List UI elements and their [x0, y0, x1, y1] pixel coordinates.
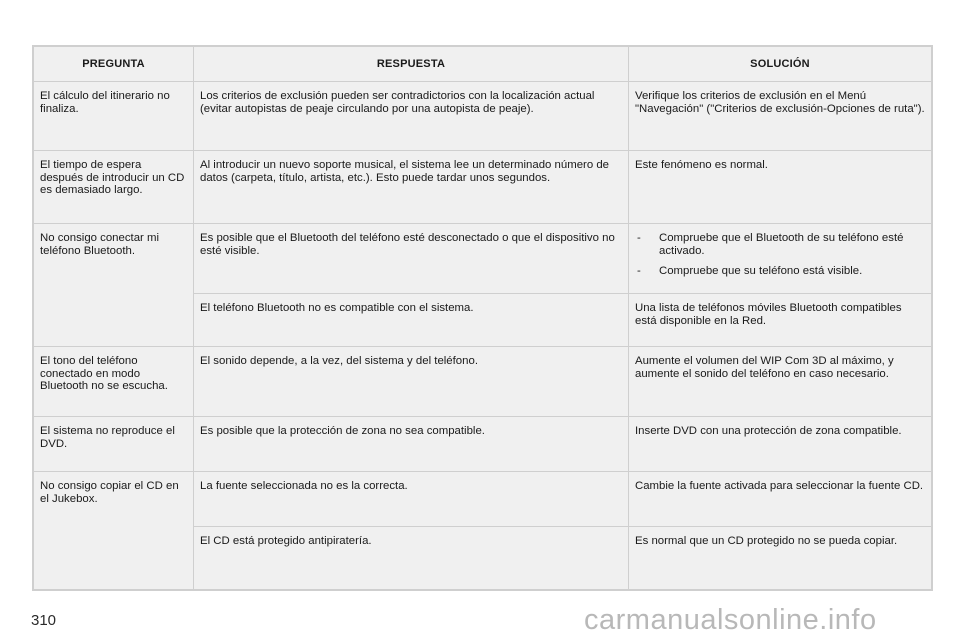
- header-pregunta: PREGUNTA: [34, 47, 194, 82]
- solution-cell: [629, 224, 931, 294]
- solution-cell: Es normal que un CD protegido no se pueda copiar.: [635, 535, 898, 547]
- table-row: [34, 472, 931, 527]
- solution-list: [635, 232, 925, 278]
- question-cell: El sistema no reproduce el DVD.: [34, 417, 194, 472]
- question-cell: No consigo conectar mi teléfono Bluetooth.: [34, 224, 194, 347]
- question-cell: El cálculo del itinerario no finaliza.: [34, 82, 194, 151]
- table-header-row: [34, 47, 931, 82]
- page-number: 310: [31, 612, 57, 629]
- question-cell: El tono del teléfono conectado en modo Bluetooth no se escucha.: [34, 347, 194, 417]
- solution-cell: Inserte DVD con una protección de zona compatible.: [629, 417, 931, 472]
- solution-cell: Cambie la fuente activada para seleccionar la fuente CD.: [629, 472, 931, 527]
- list-item: - Compruebe que su teléfono está visible.: [635, 265, 925, 278]
- list-item: - Compruebe que el Bluetooth de su teléfono esté activado.: [635, 232, 925, 257]
- header-respuesta: RESPUESTA: [194, 47, 629, 82]
- question-cell: No consigo copiar el CD en el Jukebox.: [34, 472, 194, 589]
- answer-cell: La fuente seleccionada no es la correcta.: [194, 472, 629, 527]
- answer-cell: Al introducir un nuevo soporte musical, el sistema lee un determinado número de datos (carpeta, título, artista, etc.). Esto puede tardar unos segundos.: [194, 151, 629, 224]
- solution-cell: Verifique los criterios de exclusión en el Menú "Navegación" ("Criterios de exclusión-Opciones de ruta").: [629, 82, 931, 151]
- answer-cell: Es posible que el Bluetooth del teléfono esté desconectado o que el dispositivo no esté visible.: [194, 224, 629, 294]
- table-row: [34, 224, 931, 294]
- header-solucion: SOLUCIÓN: [629, 47, 931, 82]
- table-row: [34, 417, 931, 472]
- question-cell: El tiempo de espera después de introducir un CD es demasiado largo.: [34, 151, 194, 224]
- watermark: carmanualsonline.info: [584, 604, 877, 636]
- answer-cell: Es posible que la protección de zona no sea compatible.: [194, 417, 629, 472]
- solution-cell: Este fenómeno es normal.: [629, 151, 931, 224]
- answer-cell: El sonido depende, a la vez, del sistema y del teléfono.: [194, 347, 629, 417]
- solution-cell: Una lista de teléfonos móviles Bluetooth compatibles está disponible en la Red.: [629, 294, 931, 347]
- answer-cell: Los criterios de exclusión pueden ser contradictorios con la localización actual (evitar autopistas de peaje circulando por una autopista de peaje).: [194, 82, 629, 151]
- solution-cell: Aumente el volumen del WIP Com 3D al máximo, y aumente el sonido del teléfono en caso necesario.: [629, 347, 931, 417]
- answer-cell: El teléfono Bluetooth no es compatible con el sistema.: [194, 294, 629, 347]
- table-row: [34, 82, 931, 151]
- answer-cell: El CD está protegido antipiratería.: [194, 527, 629, 589]
- table-row: [34, 347, 931, 417]
- table-row: [34, 151, 931, 224]
- faq-table: [32, 45, 933, 591]
